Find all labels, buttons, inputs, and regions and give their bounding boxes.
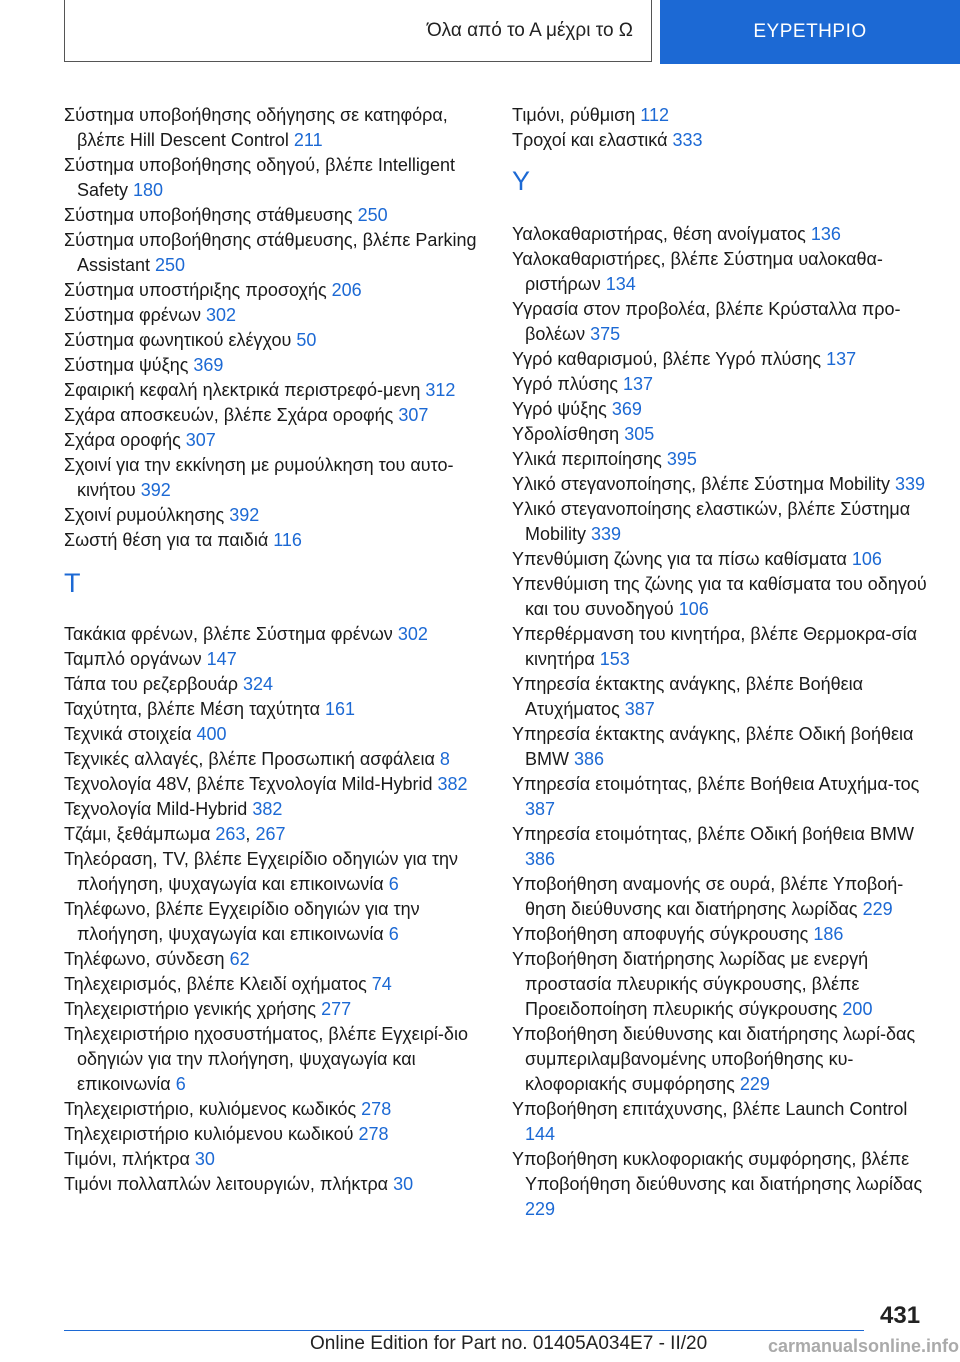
index-entry-text: Τεχνικά στοιχεία [64, 724, 197, 744]
index-entry-text: Σχοινί ρυμούλκησης [64, 505, 230, 525]
page-link[interactable]: 200 [842, 999, 873, 1019]
index-entry [64, 328, 484, 353]
index-entry [512, 347, 932, 372]
index-entry-text: Σχάρα οροφής [64, 430, 186, 450]
index-entry [64, 303, 484, 328]
index-entry-text: Σύστημα φρένων [64, 305, 206, 325]
page-link[interactable]: 229 [739, 1074, 770, 1094]
index-entry [64, 378, 484, 403]
section-y-entries [512, 222, 932, 1222]
index-entry [512, 722, 932, 772]
page-link[interactable]: 263 [215, 824, 246, 844]
page-link[interactable]: 50 [296, 330, 317, 350]
watermark: carmanualsonline.info [768, 1336, 960, 1356]
tab-index[interactable] [660, 0, 960, 64]
page-link[interactable]: 278 [358, 1124, 389, 1144]
index-entry-text: Τιμόνι, ρύθμιση [512, 105, 641, 125]
index-entry-text: Υλικό στεγανοποίησης, βλέπε Σύστημα Mobility [512, 474, 896, 494]
index-entry [64, 847, 484, 897]
page-link[interactable]: 307 [398, 405, 429, 425]
right-top-entries [512, 103, 932, 153]
index-entry-text: Τιμόνι πολλαπλών λειτουργιών, πλήκτρα [64, 1174, 394, 1194]
page-link[interactable]: 324 [243, 674, 274, 694]
index-entry-text: Ταχύτητα, βλέπε Μέση ταχύτητα [64, 699, 325, 719]
page-link[interactable]: 62 [229, 949, 250, 969]
index-entry-text: Υλικό στεγανοποίησης ελαστικών, βλέπε Σύστημα Mobility [512, 499, 911, 544]
index-entry [512, 247, 932, 297]
index-entry [64, 353, 484, 378]
index-entry [64, 403, 484, 428]
left-entries [64, 103, 484, 553]
index-entry-text: Υγρό πλύσης [512, 374, 624, 394]
index-entry [64, 153, 484, 203]
index-entry [64, 1172, 484, 1197]
tab-a-to-z[interactable] [64, 0, 652, 62]
index-entry [64, 203, 484, 228]
index-entry [512, 447, 932, 472]
index-entry-text: Σύστημα υποστήριξης προσοχής [64, 280, 332, 300]
index-entry [512, 872, 932, 922]
page-link[interactable]: 186 [813, 924, 844, 944]
page-link[interactable]: 136 [810, 224, 841, 244]
index-entry-text: Τάπα του ρεζερβουάρ [64, 674, 244, 694]
index-entry-text: Υπηρεσία ετοιμότητας, βλέπε Βοήθεια Ατυχήμα-τος [512, 774, 920, 794]
index-entry [512, 472, 932, 497]
page-link[interactable]: 8 [439, 749, 450, 769]
index-entry [512, 622, 932, 672]
index-entry [64, 722, 484, 747]
index-entry [512, 222, 932, 247]
index-entry-text: Υαλοκαθαριστήρες, βλέπε Σύστημα υαλοκαθα-ριστήρων [512, 249, 883, 294]
index-entry-text: Τηλεόραση, TV, βλέπε Εγχειρίδιο οδηγιών για την πλοήγηση, ψυχαγωγία και επικοινωνία [64, 849, 459, 894]
index-entry [64, 1122, 484, 1147]
index-entry-text: Τηλεχειριστήριο, κυλιόμενος κωδικός [64, 1099, 362, 1119]
index-entry [64, 947, 484, 972]
index-entry [512, 128, 932, 153]
page-link[interactable]: 106 [851, 549, 882, 569]
page-link[interactable]: 153 [599, 649, 630, 669]
index-entry [64, 747, 484, 772]
index-entry [64, 428, 484, 453]
index-entry-text: Τηλεχειριστήριο κυλιόμενου κωδικού [64, 1124, 359, 1144]
page-link[interactable]: 74 [371, 974, 392, 994]
page-link[interactable]: 30 [393, 1174, 414, 1194]
index-entry-text: Σύστημα υποβοήθησης οδηγού, βλέπε Intelligent Safety [64, 155, 455, 200]
index-entry-text: Υποβοήθηση επιτάχυνσης, βλέπε Launch Control [512, 1099, 908, 1119]
index-entry-text: Τροχοί και ελαστικά [512, 130, 673, 150]
page-link[interactable]: 137 [623, 374, 654, 394]
page-link[interactable]: 144 [525, 1124, 556, 1144]
index-entry-text: Υγρασία στον προβολέα, βλέπε Κρύσταλλα προ-βολέων [512, 299, 901, 344]
index-entry-text: Υπενθύμιση ζώνης για τα πίσω καθίσματα [512, 549, 852, 569]
page-link[interactable]: 250 [155, 255, 186, 275]
index-entry [64, 822, 484, 847]
index-entry-text: Υπηρεσία έκτακτης ανάγκης, βλέπε Οδική βοήθεια BMW [512, 724, 914, 769]
page-link[interactable]: 386 [574, 749, 605, 769]
page-link[interactable]: 147 [206, 649, 237, 669]
page-link[interactable]: 211 [293, 130, 323, 150]
index-entry-text: Υπερθέρμανση του κινητήρα, βλέπε Θερμοκρα-σία κινητήρα [512, 624, 917, 669]
page-link[interactable]: 106 [678, 599, 709, 619]
page-link[interactable]: 387 [624, 699, 655, 719]
index-entry-text: Υποβοήθηση διεύθυνσης και διατήρησης λωρί-δας συμπεριλαμβανομένης υποβοήθησης κυ-κλοφοριακής συμφόρησης [512, 1024, 916, 1094]
index-entry [512, 922, 932, 947]
index-entry-text: Σωστή θέση για τα παιδιά [64, 530, 274, 550]
index-entry-text: Τιμόνι, πλήκτρα [64, 1149, 195, 1169]
index-entry [64, 1147, 484, 1172]
index-entry-text: Τηλέφωνο, σύνδεση [64, 949, 230, 969]
tab-a-to-z-label: Όλα από το Α μέχρι το Ω [426, 19, 633, 41]
index-entry [64, 228, 484, 278]
index-entry [64, 772, 484, 797]
left-column [64, 103, 484, 1197]
index-entry [64, 672, 484, 697]
page-link[interactable]: 180 [133, 180, 164, 200]
page-link[interactable]: 112 [640, 105, 669, 125]
index-entry [512, 297, 932, 347]
index-entry-text: Υαλοκαθαριστήρας, θέση ανοίγματος [512, 224, 811, 244]
index-entry [512, 1022, 932, 1097]
page-link[interactable]: 392 [140, 480, 171, 500]
page-link[interactable]: 6 [388, 924, 399, 944]
edition-text: Online Edition for Part no. 01405A034E7 - II/20 [310, 1333, 708, 1354]
index-entry-text: Υπηρεσία ετοιμότητας, βλέπε Οδική βοήθεια BMW [512, 824, 914, 844]
page-link[interactable]: 392 [229, 505, 260, 525]
page-link[interactable]: 386 [525, 849, 556, 869]
page-link[interactable]: 395 [666, 449, 697, 469]
index-entry [512, 822, 932, 872]
footer-divider [64, 1330, 864, 1331]
page-link[interactable]: 134 [605, 274, 636, 294]
page-link[interactable]: 267 [255, 824, 286, 844]
index-entry-text: Υποβοήθηση αποφυγής σύγκρουσης [512, 924, 814, 944]
index-entry [512, 547, 932, 572]
page-link[interactable]: 387 [525, 799, 556, 819]
tab-index-label: ΕΥΡΕΤΗΡΙΟ [753, 21, 867, 42]
index-entry-text: Τηλεχειριστήριο ηχοσυστήματος, βλέπε Εγχειρί-διο οδηγιών για την πλοήγηση, ψυχαγωγία και επικοινωνία [64, 1024, 468, 1094]
index-entry-text: Τεχνικές αλλαγές, βλέπε Προσωπική ασφάλεια [64, 749, 440, 769]
index-entry-text: Υλικά περιποίησης [512, 449, 667, 469]
index-entry [64, 972, 484, 997]
index-entry-text: Τακάκια φρένων, βλέπε Σύστημα φρένων [64, 624, 398, 644]
index-entry-text: Τηλεχειρισμός, βλέπε Κλειδί οχήματος [64, 974, 372, 994]
index-entry-text: Τζάμι, ξεθάμπωμα [64, 824, 216, 844]
index-entry-text: Υδρολίσθηση [512, 424, 625, 444]
index-entry-text: Υπηρεσία έκτακτης ανάγκης, βλέπε Βοήθεια Ατυχήματος [512, 674, 864, 719]
page-link[interactable]: 278 [361, 1099, 392, 1119]
index-entry [512, 497, 932, 547]
page-link[interactable]: 312 [425, 380, 456, 400]
index-entry-text: Τεχνολογία Mild-Hybrid [64, 799, 253, 819]
index-entry [64, 503, 484, 528]
page-link[interactable]: 206 [331, 280, 362, 300]
index-entry-text: Σύστημα υποβοήθησης οδήγησης σε κατηφόρα, βλέπε Hill Descent Control [64, 105, 448, 150]
page-link[interactable]: 339 [591, 524, 622, 544]
index-entry-text: Τηλεχειριστήριο γενικής χρήσης [64, 999, 322, 1019]
index-entry-text: Υπενθύμιση της ζώνης για τα καθίσματα του οδηγού και του συνοδηγού [512, 574, 927, 619]
index-entry-text: Σύστημα ψύξης [64, 355, 194, 375]
index-entry [64, 897, 484, 947]
page-link[interactable]: 305 [624, 424, 655, 444]
index-entry-text: Σύστημα υποβοήθησης στάθμευσης, βλέπε Parking Assistant [64, 230, 477, 275]
page-link[interactable]: 229 [862, 899, 893, 919]
section-letter-y: Υ [512, 166, 531, 196]
page-link[interactable]: 400 [196, 724, 227, 744]
index-entry [512, 947, 932, 1022]
index-entry-text: Ταμπλό οργάνων [64, 649, 207, 669]
page-link[interactable]: 307 [185, 430, 216, 450]
index-entry [64, 697, 484, 722]
page-separator: , [245, 824, 256, 844]
page-link[interactable]: 116 [273, 530, 302, 550]
page-link[interactable]: 161 [325, 699, 356, 719]
page-link[interactable]: 277 [321, 999, 352, 1019]
index-entry [512, 1097, 932, 1147]
index-entry-text: Υποβοήθηση διατήρησης λωρίδας με ενεργή προστασία πλευρικής σύγκρουσης, βλέπε Προειδοποίηση πλευρικής σύγκρουσης [512, 949, 869, 1019]
header [64, 0, 960, 64]
page-link[interactable]: 30 [194, 1149, 215, 1169]
index-entry [64, 1097, 484, 1122]
index-entry-text: Σύστημα φωνητικού ελέγχου [64, 330, 297, 350]
index-entry-text: Σφαιρική κεφαλή ηλεκτρικά περιστρεφό-μενη [64, 380, 426, 400]
right-column [512, 103, 932, 1222]
index-entry [512, 103, 932, 128]
index-entry [512, 422, 932, 447]
index-entry-text: Υποβοήθηση κυκλοφοριακής συμφόρησης, βλέπε Υποβοήθηση διεύθυνσης και διατήρησης λωρίδας [512, 1149, 923, 1194]
index-entry-text: Τεχνολογία 48V, βλέπε Τεχνολογία Mild-Hybrid [64, 774, 438, 794]
index-entry-text: Υγρό ψύξης [512, 399, 612, 419]
page-link[interactable]: 302 [205, 305, 237, 325]
index-entry [64, 647, 484, 672]
index-entry [64, 797, 484, 822]
index-entry-text: Σύστημα υποβοήθησης στάθμευσης [64, 205, 358, 225]
page-link[interactable]: 229 [525, 1199, 556, 1219]
index-entry [64, 997, 484, 1022]
page-link[interactable]: 6 [388, 874, 399, 894]
page-link[interactable]: 375 [590, 324, 621, 344]
index-entry [64, 278, 484, 303]
page-link[interactable]: 339 [895, 474, 926, 494]
page-link[interactable]: 6 [175, 1074, 186, 1094]
index-entry [64, 528, 484, 553]
page-link[interactable]: 302 [397, 624, 428, 644]
index-entry [512, 1147, 932, 1222]
page-number: 431 [880, 1302, 921, 1329]
index-entry [512, 572, 932, 622]
section-t-entries [64, 622, 484, 1197]
index-entry [512, 772, 932, 822]
index-entry-text: Υγρό καθαρισμού, βλέπε Υγρό πλύσης [512, 349, 827, 369]
index-entry [64, 622, 484, 647]
section-letter-t: Τ [64, 568, 81, 598]
page-link[interactable]: 369 [611, 399, 642, 419]
index-entry-text: Τηλέφωνο, βλέπε Εγχειρίδιο οδηγιών για την πλοήγηση, ψυχαγωγία και επικοινωνία [64, 899, 420, 944]
index-entry [64, 103, 484, 153]
index-entry-text: Σχάρα αποσκευών, βλέπε Σχάρα οροφής [64, 405, 399, 425]
index-entry [64, 453, 484, 503]
index-entry [64, 1022, 484, 1097]
page-link[interactable]: 382 [437, 774, 468, 794]
page-link[interactable]: 137 [826, 349, 857, 369]
index-entry-text: Υποβοήθηση αναμονής σε ουρά, βλέπε Υποβοή-θηση διεύθυνσης και διατήρησης λωρίδας [512, 874, 904, 919]
index-entry [512, 372, 932, 397]
index-entry-text: Σχοινί για την εκκίνηση με ρυμούλκηση του αυτο-κινήτου [64, 455, 454, 500]
page-link[interactable]: 333 [672, 130, 703, 150]
index-entry [512, 672, 932, 722]
page-link[interactable]: 250 [357, 205, 388, 225]
page-link[interactable]: 369 [193, 355, 224, 375]
page-link[interactable]: 382 [252, 799, 283, 819]
index-entry [512, 397, 932, 422]
